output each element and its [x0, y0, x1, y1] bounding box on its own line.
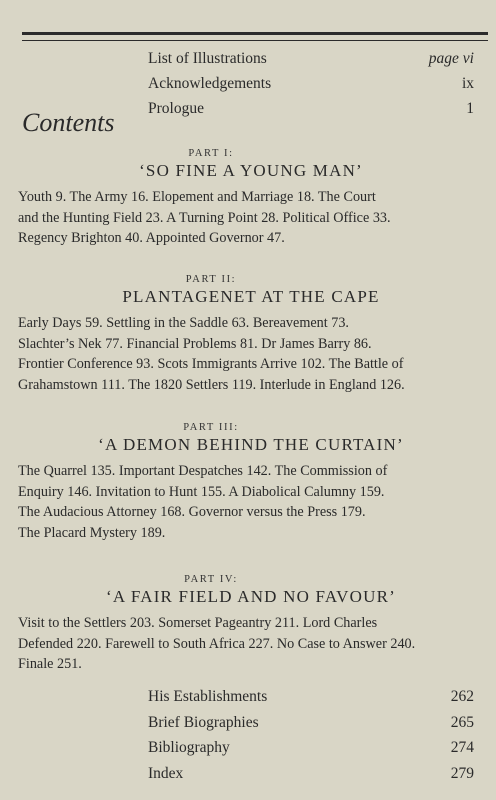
- entry-page: ix: [461, 75, 474, 92]
- part-label: PART IV:: [184, 574, 238, 585]
- front-matter-item: [148, 71, 474, 96]
- entry-label: Brief Biographies: [148, 713, 259, 731]
- front-matter-list: [148, 46, 474, 121]
- end-matter-item: [148, 735, 474, 761]
- part-chapters: The Quarrel 135. Important Despatches 142. The Commission of Enquiry 146. Invitation to Hunt 155. A Diabolical Calumny 159. The Audacious Attorney 168. Governor versus the Press 179. The Placard Mystery 189.: [18, 463, 388, 541]
- entry-page: 1: [466, 100, 474, 117]
- part-label: PART III:: [183, 422, 239, 433]
- top-rule-thin: [22, 40, 488, 41]
- part-section: [18, 274, 484, 395]
- entry-label: Acknowledgements: [148, 75, 272, 92]
- part-chapters: Visit to the Settlers 203. Somerset Pageantry 211. Lord Charles Defended 220. Farewell to South Africa 227. No Case to Answer 240. Finale 251.: [18, 615, 416, 672]
- entry-label: Bibliography: [148, 739, 230, 756]
- part-title: ‘SO FINE A YOUNG MAN’: [139, 161, 363, 180]
- entry-label: His Establishments: [148, 688, 268, 705]
- front-matter-item: [148, 96, 474, 121]
- entry-page: 279: [450, 764, 474, 782]
- entry-label: Prologue: [148, 100, 204, 117]
- part-title: PLANTAGENET AT THE CAPE: [122, 287, 380, 306]
- part-chapters: Youth 9. The Army 16. Elopement and Marriage 18. The Court and the Hunting Field 23. A Turning Point 28. Political Office 33. Regency Brighton 40. Appointed Governor 47.: [18, 189, 391, 246]
- part-label: PART I:: [188, 148, 234, 159]
- end-matter-item: [148, 761, 474, 787]
- part-section: [18, 422, 484, 543]
- end-matter-item: [148, 710, 474, 736]
- entry-label: Index: [148, 764, 184, 782]
- part-label: PART II:: [185, 274, 237, 285]
- part-section: [18, 148, 484, 249]
- entry-page: 265: [450, 713, 474, 731]
- entry-label: List of Illustrations: [148, 50, 267, 67]
- part-section: [18, 574, 484, 675]
- part-title: ‘A FAIR FIELD AND NO FAVOUR’: [105, 587, 397, 606]
- end-matter-list: [148, 684, 474, 786]
- end-matter-item: [148, 684, 474, 710]
- entry-page: 262: [450, 688, 474, 705]
- entry-page: 274: [450, 739, 474, 756]
- front-matter-item: [148, 46, 474, 71]
- contents-title: Contents: [22, 108, 115, 137]
- entry-page: page vi: [428, 50, 474, 67]
- part-title: ‘A DEMON BEHIND THE CURTAIN’: [98, 435, 404, 454]
- top-rule: [22, 32, 488, 35]
- part-chapters: Early Days 59. Settling in the Saddle 63. Bereavement 73. Slachter’s Nek 77. Financial Problems 81. Dr James Barry 86. Frontier Conference 93. Scots Immigrants Arrive 102. The Battle of Grahamstown 111. The 1820 Settlers 119. Interlude in England 126.: [18, 315, 405, 393]
